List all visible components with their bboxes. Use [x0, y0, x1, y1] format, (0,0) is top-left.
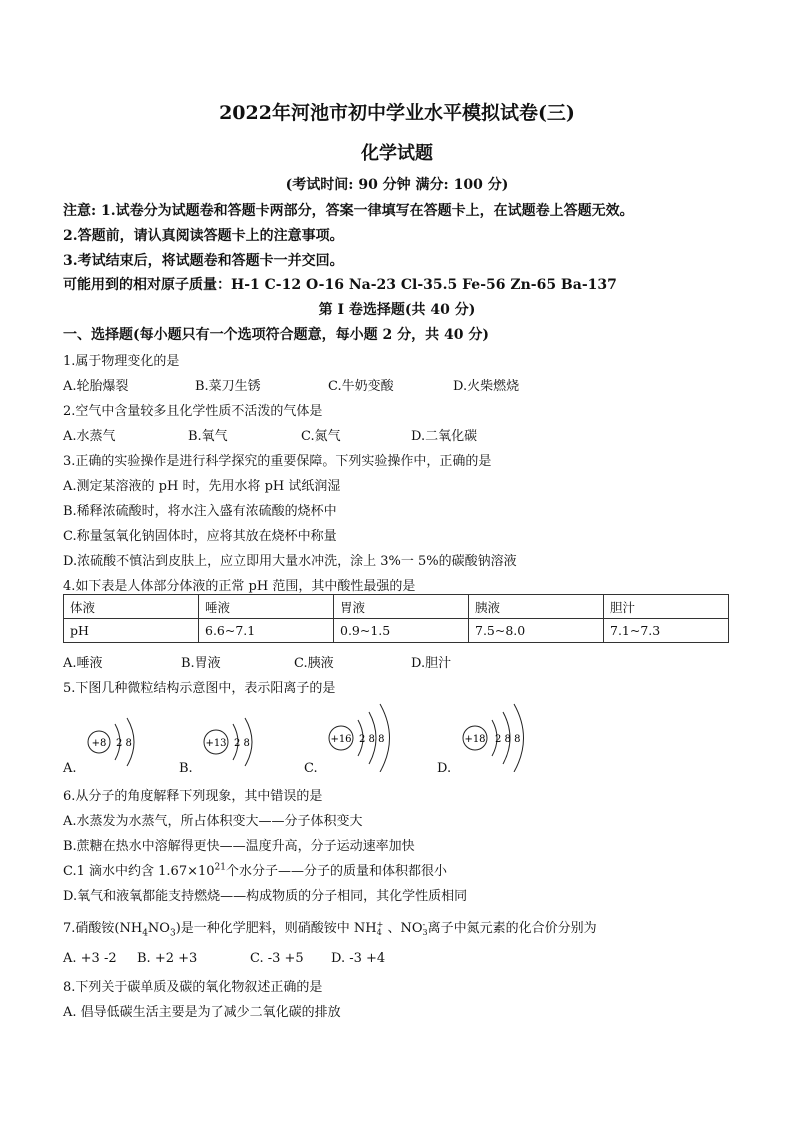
question-2-stem: 2.空气中含量较多且化学性质不活泼的气体是	[63, 404, 323, 419]
table-cell: 0.9~1.5	[334, 619, 469, 643]
q3-option-a: A.测定某溶液的 pH 时，先用水将 pH 试纸润湿	[63, 479, 341, 494]
q1-option-a: A.轮胎爆裂	[63, 379, 129, 394]
q2-option-a: A.水蒸气	[63, 429, 116, 444]
question-3-stem: 3.正确的实验操作是进行科学探究的重要保障。下列实验操作中，正确的是	[63, 454, 492, 469]
q3-option-c: C.称量氢氧化钠固体时，应将其放在烧杯中称量	[63, 529, 337, 544]
question-1-stem: 1.属于物理变化的是	[63, 354, 180, 369]
exam-info: (考试时间: 90 分钟 满分: 100 分)	[285, 177, 509, 193]
atom-diagram-a	[85, 714, 159, 770]
atom-diagram-b	[201, 714, 279, 770]
q6-option-b: B.蔗糖在热水中溶解得更快——温度升高，分子运动速率加快	[63, 839, 415, 854]
question-8-stem: 8.下列关于碳单质及碳的氧化物叙述正确的是	[63, 980, 323, 995]
q6-option-c: C.1 滴水中约含 $1.67\times 10^{21}$个水分子——分子的质量和体积都很小	[63, 862, 448, 879]
q1-option-d: D.火柴燃烧	[453, 379, 520, 394]
q4-option-c: C.胰液	[294, 656, 334, 671]
ph-table	[63, 594, 729, 643]
q7-option-a: A. +3 -2	[63, 951, 117, 966]
q4-option-b: B.胃液	[181, 656, 221, 671]
svg-text:2 8 8: 2 8 8	[495, 734, 521, 745]
atom-diagram-d	[459, 700, 553, 772]
q1-option-c: C.牛奶变酸	[328, 379, 394, 394]
svg-text:+18: +18	[464, 734, 486, 745]
table-cell: 6.6~7.1	[199, 619, 334, 643]
table-cell: 胆汁	[604, 595, 729, 619]
atom-diagrams	[63, 700, 583, 780]
table-cell: 7.1~7.3	[604, 619, 729, 643]
q3-option-d: D.浓硫酸不慎沾到皮肤上，应立即用大量水冲洗，涂上 3%一 5%的碳酸钠溶液	[63, 554, 517, 569]
table-cell: 胃液	[334, 595, 469, 619]
q3-option-b: B.稀释浓硫酸时，将水注入盛有浓硫酸的烧杯中	[63, 504, 337, 519]
notice-2: 2.答题前，请认真阅读答题卡上的注意事项。	[63, 228, 344, 244]
table-cell: 胰液	[469, 595, 604, 619]
table-header-row	[64, 595, 729, 619]
svg-text:+13: +13	[205, 738, 227, 749]
q7-option-c: C. -3 +5	[250, 951, 304, 966]
question-5-stem: 5.下图几种微粒结构示意图中，表示阳离子的是	[63, 681, 336, 696]
svg-text:2 8: 2 8	[116, 738, 132, 749]
question-7-stem: 7.硝酸铵$(NH_4NO_3)$是一种化学肥料，则硝酸铵中 NH+ 4 、NO- 3离子中氮元素的化合价分别为	[63, 919, 597, 939]
q6-option-a: A.水蒸发为水蒸气，所占体积变大——分子体积变大	[63, 814, 363, 829]
page-subtitle: 化学试题	[361, 143, 433, 164]
table-cell: 体液	[64, 595, 199, 619]
q6-option-d: D.氧气和液氧都能支持燃烧——构成物质的分子相同，其化学性质相同	[63, 889, 468, 904]
section-instructions: 一、选择题(每小题只有一个选项符合题意，每小题 2 分，共 40 分)	[63, 327, 489, 343]
svg-text:2 8 8: 2 8 8	[359, 734, 385, 745]
question-6-stem: 6.从分子的角度解释下列现象，其中错误的是	[63, 789, 323, 804]
svg-text:+8: +8	[91, 738, 107, 749]
table-cell: pH	[64, 619, 199, 643]
question-4-stem: 4.如下表是人体部分体液的正常 pH 范围，其中酸性最强的是	[63, 579, 416, 594]
atom-diagram-c	[325, 700, 415, 772]
q2-option-d: D.二氧化碳	[411, 429, 478, 444]
table-cell: 唾液	[199, 595, 334, 619]
atom-label-c: C.	[304, 761, 318, 776]
atom-label-a: A.	[63, 761, 77, 776]
table-row	[64, 619, 729, 643]
section-title: 第 I 卷选择题(共 40 分)	[318, 302, 476, 318]
q2-option-b: B.氧气	[188, 429, 228, 444]
table-cell: 7.5~8.0	[469, 619, 604, 643]
q7-option-d: D. -3 +4	[331, 951, 386, 966]
atom-label-b: B.	[179, 761, 193, 776]
q2-option-c: C.氮气	[301, 429, 341, 444]
q4-option-d: D.胆汁	[411, 656, 452, 671]
page-title: 2022年河池市初中学业水平模拟试卷(三)	[219, 102, 575, 124]
q1-option-b: B.菜刀生锈	[195, 379, 261, 394]
q7-option-b: B. +2 +3	[137, 951, 198, 966]
notice-3: 3.考试结束后，将试题卷和答题卡一并交回。	[63, 253, 344, 269]
q4-option-a: A.唾液	[63, 656, 103, 671]
q8-option-a: A. 倡导低碳生活主要是为了减少二氧化碳的排放	[63, 1005, 341, 1020]
svg-text:2 8: 2 8	[234, 738, 250, 749]
atomic-masses: 可能用到的相对原子质量：H-1 C-12 O-16 Na-23 Cl-35.5 Fe-56 Zn-65 Ba-137	[63, 277, 617, 293]
notice-1: 注意: 1.试卷分为试题卷和答题卡两部分，答案一律填写在答题卡上，在试题卷上答题无效。	[63, 203, 634, 219]
atom-label-d: D.	[437, 761, 452, 776]
svg-text:+16: +16	[330, 734, 352, 745]
